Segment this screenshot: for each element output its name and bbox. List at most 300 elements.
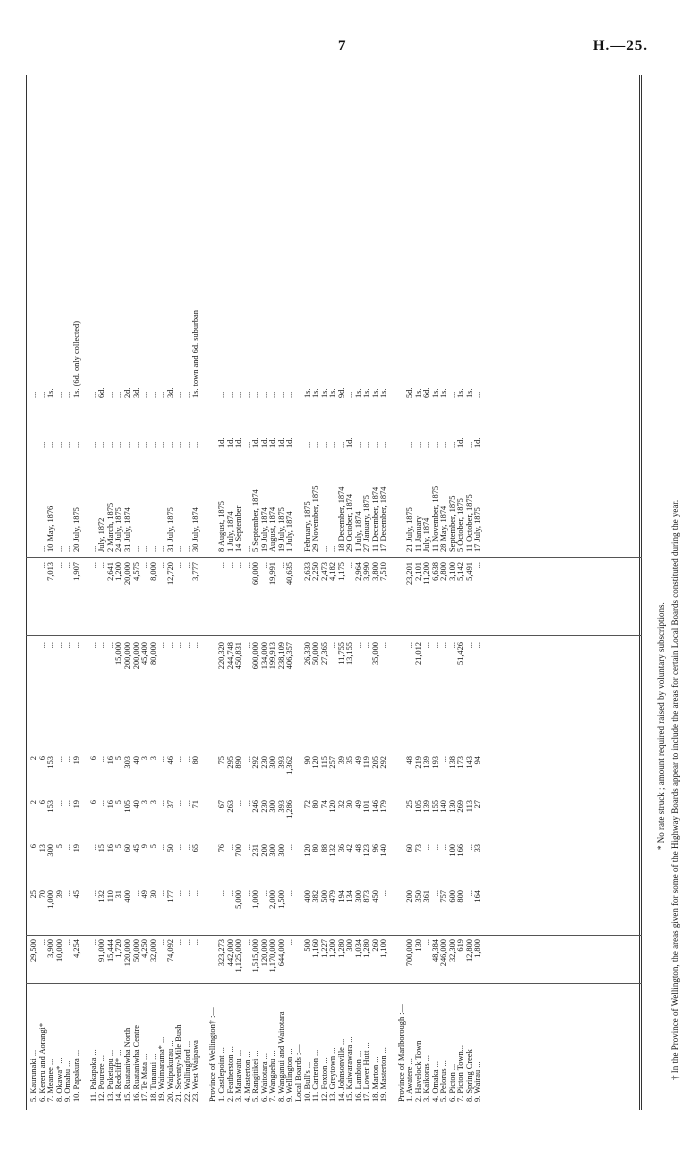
cell-c1-15: ... (157, 939, 167, 946)
cell-name-33: 11. Carterton ... (311, 1049, 321, 1102)
cell-c3-52: 33 (473, 844, 483, 853)
cell-c10-4: ... (63, 391, 73, 398)
cell-c7-38: 2,964 (353, 562, 363, 581)
cell-c3-36: 36 (336, 844, 346, 853)
cell-c10-23: ... (225, 391, 235, 398)
cell-c1-41: 1,100 (379, 939, 389, 958)
cell-c6-13: 45,400 (140, 642, 150, 666)
cell-c9-40: ... (370, 441, 380, 448)
cell-c8-32: February, 1875 (302, 501, 312, 552)
cell-c8-49: September, 1875 (447, 495, 457, 552)
cell-c6-4: ... (63, 642, 73, 649)
cell-c9-20 (201, 408, 210, 448)
cell-c2-34: 500 (319, 890, 329, 903)
cell-c1-26: 1,515,000 (251, 939, 261, 973)
cell-c2-35: 479 (328, 890, 338, 903)
cell-c5-14: 3 (148, 756, 158, 761)
cell-c3-44: 60 (405, 844, 415, 853)
cell-name-40: 18. Marton ... (370, 1056, 380, 1102)
cell-c1-8: 91,000 (97, 939, 107, 963)
cell-c9-46: ... (422, 441, 432, 448)
cell-c8-45: 11 January (413, 515, 423, 552)
cell-c5-15: ... (157, 756, 167, 763)
cell-c9-45: ... (413, 441, 423, 448)
cell-c1-36: 1,280 (336, 939, 346, 958)
cell-c4-12: 40 (131, 800, 141, 809)
footnote-1: * No rate struck ; amount required raised by voluntary subscriptions. (656, 602, 666, 850)
cell-c5-30: 1,362 (285, 756, 295, 775)
cell-name-36: 14. Johnsonville ... (336, 1038, 346, 1102)
cell-c9-42 (389, 408, 398, 448)
cell-c5-45: 219 (413, 756, 423, 769)
footnote-2: † In the Province of Wellington, the areas given for some of the Highway Boards appear to include the areas for certain Local Boards constituted during the year. (670, 499, 680, 1080)
cell-c10-32: 1s. (302, 388, 312, 398)
cell-c4-40: 146 (370, 800, 380, 813)
cell-c3-28: 300 (268, 844, 278, 857)
cell-c5-36: 39 (336, 756, 346, 765)
cell-c3-0: 6 (29, 844, 38, 849)
cell-c1-29: 644,000 (276, 939, 286, 967)
cell-c8-39: 27 January, 1875 (362, 495, 372, 552)
cell-c10-31 (295, 248, 304, 398)
cell-c6-22: 220,320 (217, 642, 227, 670)
cell-c7-32: 2,633 (302, 562, 312, 581)
cell-c6-17: ... (174, 642, 184, 649)
cell-c4-34: 74 (319, 800, 329, 809)
cell-c2-40: 450 (370, 890, 380, 903)
cell-c1-52: 1,800 (473, 939, 483, 958)
cell-c5-4: ... (63, 756, 73, 763)
cell-c1-49: 32,300 (447, 939, 457, 963)
cell-c9-9: ... (105, 441, 115, 448)
cell-c1-47: 48,384 (430, 939, 440, 963)
cell-c3-35: 132 (328, 844, 338, 857)
cell-c2-10: 31 (114, 890, 124, 899)
cell-name-0: 5. Kaurunaki ... (29, 1049, 38, 1102)
cell-c5-48: ... (439, 756, 449, 763)
cell-c10-3: ... (54, 391, 64, 398)
cell-c10-49: ... (447, 391, 457, 398)
cell-c10-8: 6d. (97, 387, 107, 398)
cell-c10-45: 1s. (413, 388, 423, 398)
cell-c8-18: ... (182, 545, 192, 552)
cell-c9-35: ... (328, 441, 338, 448)
cell-c1-0: 29,500 (29, 939, 38, 963)
cell-c6-36: 11,755 (336, 642, 346, 665)
cell-c4-11: 105 (123, 800, 133, 813)
cell-c10-11: 2d. (123, 387, 133, 398)
cell-c2-41: ... (379, 890, 389, 897)
cell-c7-21 (209, 562, 218, 630)
cell-c6-10: 15,000 (114, 642, 124, 666)
cell-c3-34: 88 (319, 844, 329, 853)
cell-c2-4: ... (63, 890, 73, 897)
cell-c8-3: ... (54, 545, 64, 552)
cell-c2-14: 30 (148, 890, 158, 899)
rotated-table (26, 75, 680, 1110)
cell-c8-51: 11 October, 1875 (464, 494, 474, 552)
cell-c7-9: 2,641 (105, 562, 115, 581)
cell-c2-42 (389, 890, 398, 932)
cell-c9-50: 1d. (456, 437, 466, 448)
cell-c3-6 (81, 844, 90, 884)
cell-c5-52: 94 (473, 756, 483, 765)
cell-name-25: 4. Masterton ... (242, 1051, 252, 1102)
cell-c1-5: 4,254 (71, 939, 81, 958)
cell-c2-24: 5,000 (234, 890, 244, 909)
cell-c7-3: ... (54, 562, 64, 569)
cell-c1-6 (81, 939, 90, 979)
cell-c7-16: 12,720 (165, 562, 175, 586)
cell-c10-15: ... (157, 391, 167, 398)
cell-c5-17: ... (174, 756, 184, 763)
cell-name-46: 3. Kaikoras ... (422, 1055, 432, 1102)
cell-c2-5: 45 (71, 890, 81, 899)
cell-c6-35: ... (328, 642, 338, 649)
cell-c1-39: 1,280 (362, 939, 372, 958)
cell-c8-8: July, 1872 (97, 517, 107, 552)
cell-name-3: 8. Okawa* ... (54, 1057, 64, 1102)
cell-c9-7: ... (88, 441, 98, 448)
cell-c7-17: ... (174, 562, 184, 569)
cell-c5-2: 153 (46, 756, 56, 769)
column-rate (30, 408, 646, 448)
cell-c5-46: 139 (422, 756, 432, 769)
cell-c3-4: ... (63, 844, 73, 851)
cell-c3-22: 76 (217, 844, 227, 853)
cell-c7-12: 4,575 (131, 562, 141, 581)
cell-c3-39: 123 (362, 844, 372, 857)
cell-c2-48: 757 (439, 890, 449, 903)
cell-c4-23: 263 (225, 800, 235, 813)
cell-c1-12: 50,000 (131, 939, 141, 963)
cell-c2-23: ... (225, 890, 235, 897)
column-4 (30, 800, 646, 840)
cell-c3-5: 19 (71, 844, 81, 853)
cell-c1-3: 10,000 (54, 939, 64, 963)
column-valuation (30, 642, 646, 750)
cell-c10-42 (389, 248, 398, 398)
cell-c1-9: 15,444 (105, 939, 115, 963)
cell-c5-42 (389, 756, 398, 796)
cell-c9-22: 1d. (217, 437, 227, 448)
cell-c7-26: 60,000 (251, 562, 261, 586)
cell-c10-51: 1s. (464, 388, 474, 398)
cell-c3-42 (389, 844, 398, 884)
cell-c7-19: 3,777 (191, 562, 201, 581)
cell-c2-49: 600 (447, 890, 457, 903)
cell-name-45: 2. Havelock Town (413, 1040, 423, 1102)
cell-c5-41: 292 (379, 756, 389, 769)
cell-c10-16: 3d. (165, 387, 175, 398)
cell-name-43: Province of Marlborough :— (396, 1004, 406, 1102)
cell-c2-37: 134 (345, 890, 355, 903)
cell-c4-32: 72 (302, 800, 312, 809)
cell-c2-12: ... (131, 890, 141, 897)
cell-c5-6 (81, 756, 90, 796)
cell-name-31: Local Boards :— (293, 1044, 303, 1102)
cell-c7-14: 8,000 (148, 562, 158, 581)
cell-c7-42 (389, 562, 398, 630)
cell-c5-37: 35 (345, 756, 355, 765)
cell-c5-25: ... (242, 756, 252, 763)
cell-c6-50: 51,426 (456, 642, 466, 666)
cell-c4-14: 3 (148, 800, 158, 805)
cell-c6-44: ... (405, 642, 415, 649)
cell-c1-11: 120,000 (123, 939, 133, 967)
cell-c9-30: 1d. (285, 437, 295, 448)
cell-c5-40: 205 (370, 756, 380, 769)
page-number: 7 (338, 38, 346, 54)
cell-c5-13: 3 (140, 756, 150, 761)
cell-c1-18: ... (182, 939, 192, 946)
cell-c2-11: 400 (123, 890, 133, 903)
cell-c2-26: 1,000 (251, 890, 261, 909)
cell-c7-39: 3,990 (362, 562, 372, 581)
cell-c4-47: 155 (430, 800, 440, 813)
cell-c7-30: 40,635 (285, 562, 295, 586)
cell-c5-3: ... (54, 756, 64, 763)
cell-c7-6 (81, 562, 90, 630)
cell-c5-47: 193 (430, 756, 440, 769)
cell-c6-9: ... (105, 642, 115, 649)
cell-c4-20 (201, 800, 210, 840)
cell-c10-43 (398, 248, 407, 398)
cell-c2-32: 400 (302, 890, 312, 903)
cell-c4-4: ... (63, 800, 73, 807)
cell-c8-17: ... (174, 545, 184, 552)
cell-c1-46: ... (422, 939, 432, 946)
cell-c5-12: 40 (131, 756, 141, 765)
cell-c2-38: 300 (353, 890, 363, 903)
cell-c6-6 (81, 642, 90, 750)
cell-c5-28: 300 (268, 756, 278, 769)
cell-c3-12: 45 (131, 844, 141, 853)
column-rateable (30, 562, 646, 630)
cell-c10-46: 6d. (422, 387, 432, 398)
cell-c6-46: ... (422, 642, 432, 649)
cell-c9-48: ... (439, 441, 449, 448)
cell-c3-46: ... (422, 844, 432, 851)
cell-c6-14: 80,000 (148, 642, 158, 666)
cell-c8-36: 18 December, 1874 (336, 486, 346, 552)
cell-c9-3: ... (54, 441, 64, 448)
column-5 (30, 756, 646, 796)
cell-c10-38: 1s. (353, 388, 363, 398)
cell-c2-46: 361 (422, 890, 432, 903)
cell-name-32: 10. Bull's ... (302, 1061, 312, 1102)
cell-c1-19: ... (191, 939, 201, 946)
cell-c10-50: 1s. (456, 388, 466, 398)
cell-c5-8: ... (97, 756, 107, 763)
cell-name-1: 6. Kereru and Aorangi* (37, 1022, 47, 1102)
cell-c8-37: 29 October, 1874 (345, 493, 355, 552)
cell-c9-8: ... (97, 441, 107, 448)
cell-c5-10: 5 (114, 756, 124, 761)
cell-name-7: 11. Pakapaka ... (88, 1049, 98, 1102)
cell-c8-0 (30, 460, 39, 552)
cell-c7-35: 4,182 (328, 562, 338, 581)
cell-c10-26: ... (251, 391, 261, 398)
cell-name-16: 20. Waipukurau ... (165, 1040, 175, 1102)
cell-c8-42 (389, 460, 398, 552)
cell-c8-40: 11 December, 1874 (370, 486, 380, 552)
cell-c6-18: ... (182, 642, 192, 649)
cell-c6-30: 406,357 (285, 642, 295, 670)
cell-c4-8: ... (97, 800, 107, 807)
cell-c3-40: 96 (370, 844, 380, 853)
cell-c4-39: 101 (362, 800, 372, 813)
cell-c2-21 (209, 890, 218, 932)
cell-c9-4: ... (63, 441, 73, 448)
cell-c8-20 (201, 460, 210, 552)
cell-c10-48: 1s. (439, 388, 449, 398)
cell-c1-13: 4,250 (140, 939, 150, 958)
cell-c4-41: 179 (379, 800, 389, 813)
cell-name-34: 12. Foxton ... (319, 1057, 329, 1102)
cell-c7-7: ... (88, 562, 98, 569)
cell-c6-32: 26,330 (302, 642, 312, 666)
cell-c1-20 (201, 939, 210, 979)
cell-c3-24: 700 (234, 844, 244, 857)
cell-name-14: 18. Tunanui ... (148, 1053, 158, 1102)
cell-c4-0: 2 (29, 800, 38, 805)
cell-c5-35: 257 (328, 756, 338, 769)
cell-c3-11: 60 (123, 844, 133, 853)
cell-c5-20 (201, 756, 210, 796)
cell-c2-18: ... (182, 890, 192, 897)
cell-c8-52: 17 July, 1875 (473, 507, 483, 552)
cell-name-48: 5. Pelorus ... (439, 1060, 449, 1102)
cell-c2-39: 873 (362, 890, 372, 903)
cell-c2-9: 110 (105, 890, 115, 903)
cell-c2-52: 164 (473, 890, 483, 903)
cell-c4-30: 1,286 (285, 800, 295, 819)
cell-c10-33: 1s. (311, 388, 321, 398)
cell-c8-14: ... (148, 545, 158, 552)
cell-name-11: 15. Ruataniwha North (123, 1027, 133, 1102)
cell-c7-52: ... (473, 562, 483, 569)
cell-c4-52: 27 (473, 800, 483, 809)
cell-c9-11: ... (123, 441, 133, 448)
cell-c3-32: 120 (302, 844, 312, 857)
cell-c8-46: July, 1874 (422, 517, 432, 552)
cell-name-24: 3. Manawatu ... (234, 1049, 244, 1102)
cell-c3-48: ... (439, 844, 449, 851)
cell-c4-18: ... (182, 800, 192, 807)
cell-c9-18: ... (182, 441, 192, 448)
cell-c6-5: ... (71, 642, 81, 649)
cell-c2-7: ... (88, 890, 98, 897)
cell-c3-41: 140 (379, 844, 389, 857)
cell-c3-23: ... (225, 844, 235, 851)
cell-c3-38: 48 (353, 844, 363, 853)
cell-c4-42 (389, 800, 398, 840)
cell-c7-50: 5,142 (456, 562, 466, 581)
cell-c9-24: 1d. (234, 437, 244, 448)
cell-c4-7: 6 (88, 800, 98, 805)
cell-name-5: 10. Papakura ... (71, 1049, 81, 1102)
cell-c9-15: ... (157, 441, 167, 448)
cell-c5-19: 80 (191, 756, 201, 765)
cell-c7-25: ... (242, 562, 252, 569)
cell-c3-17: ... (174, 844, 184, 851)
cell-c5-5: 19 (71, 756, 81, 765)
cell-c7-27: ... (259, 562, 269, 569)
cell-c3-27: 200 (259, 844, 269, 857)
cell-c1-27: 120,000 (259, 939, 269, 967)
cell-c5-23: 295 (225, 756, 235, 769)
cell-c9-33: ... (311, 441, 321, 448)
cell-c5-29: 393 (276, 756, 286, 769)
cell-c7-47: 6,638 (430, 562, 440, 581)
cell-c9-32: ... (302, 441, 312, 448)
cell-c10-17: ... (174, 391, 184, 398)
cell-c10-35: 1s. (328, 388, 338, 398)
cell-c3-18: ... (182, 844, 192, 851)
cell-c6-41: ... (379, 642, 389, 649)
cell-c1-7: ... (88, 939, 98, 946)
cell-c8-2: 10 May, 1876 (46, 505, 56, 552)
cell-c10-22: ... (217, 391, 227, 398)
cell-c5-11: 303 (123, 756, 133, 769)
cell-c6-51: ... (464, 642, 474, 649)
cell-c5-9: 16 (105, 756, 115, 765)
cell-c3-37: 42 (345, 844, 355, 853)
cell-c2-19: ... (191, 890, 201, 897)
cell-name-41: 19. Masterton ... (379, 1047, 389, 1102)
cell-c7-49: 3,100 (447, 562, 457, 581)
cell-c4-29: 393 (276, 800, 286, 813)
cell-c8-1: ... (37, 545, 47, 552)
cell-c9-28: 1d. (268, 437, 278, 448)
cell-name-39: 17. Lower Hutt ... (362, 1042, 372, 1102)
cell-c2-16: 177 (165, 890, 175, 903)
cell-c6-8: ... (97, 642, 107, 649)
cell-c2-47: ... (430, 890, 440, 897)
cell-name-21: Province of Wellington† :— (208, 1007, 218, 1102)
cell-c1-2: 3,900 (46, 939, 56, 958)
cell-c10-30: ... (285, 391, 295, 398)
cell-name-44: 1. Awatere ... (405, 1058, 415, 1102)
cell-name-49: 6. Picton ... (447, 1063, 457, 1102)
cell-c7-29: ... (276, 562, 286, 569)
cell-name-2: 7. Meanee ... (46, 1058, 56, 1102)
cell-c8-5: 20 July, 1875 (71, 507, 81, 552)
cell-c2-51: ... (464, 890, 474, 897)
cell-c4-19: 71 (191, 800, 201, 809)
cell-c9-37: 1d. (345, 437, 355, 448)
cell-c9-2: ... (46, 441, 56, 448)
cell-name-12: 16. Ruataniwha Centre (131, 1025, 141, 1102)
cell-c5-24: 890 (234, 756, 244, 769)
cell-c6-47: ... (430, 642, 440, 649)
cell-c8-4: ... (63, 545, 73, 552)
cell-c5-39: 119 (362, 756, 372, 769)
cell-c2-6 (81, 890, 90, 932)
cell-c5-1: 6 (37, 756, 47, 761)
cell-c3-16: 50 (165, 844, 175, 853)
cell-c9-29: 1d. (276, 437, 286, 448)
cell-c8-47: 11 November, 1875 (430, 485, 440, 552)
cell-name-30: 9. Wellington ... (285, 1048, 295, 1102)
cell-c9-39: ... (362, 441, 372, 448)
cell-c4-16: 37 (165, 800, 175, 809)
cell-c10-9: ... (105, 391, 115, 398)
cell-c3-47: ... (430, 844, 440, 851)
cell-c9-17: ... (174, 441, 184, 448)
cell-c4-2: 153 (46, 800, 56, 813)
